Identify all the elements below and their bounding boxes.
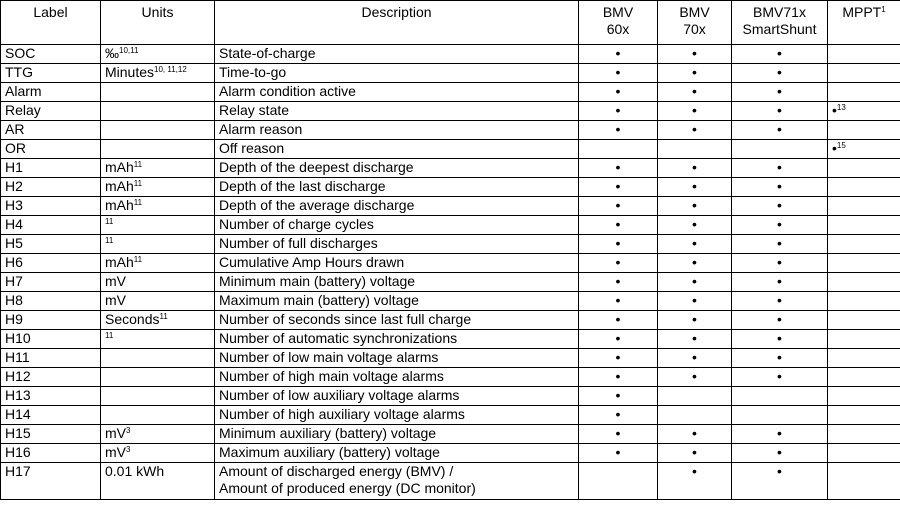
description-text: Maximum auxiliary (battery) voltage [219,444,440,460]
cell-mppt-support [828,311,900,330]
cell-label: H17 [1,463,101,500]
cell-mppt-support [828,254,900,273]
cell-mppt-support [828,292,900,311]
header-bmv71-line2: SmartShunt [742,21,817,37]
table-row [1,425,900,444]
cell-units [101,45,215,64]
description-text: Relay state [219,102,290,118]
cell-units [101,159,215,178]
cell-bmv70-support: • [658,45,732,64]
cell-bmv60-support: • [579,444,658,463]
cell-bmv70-support: • [658,444,732,463]
cell-label: H10 [1,330,101,349]
units-text: Seconds [105,311,160,327]
cell-label: OR [1,140,101,159]
units-footnote: 11 [159,312,168,321]
header-bmv70-line1: BMV [679,4,710,20]
cell-description [215,254,579,273]
cell-label: Relay [1,102,101,121]
cell-label: Alarm [1,83,101,102]
cell-units [101,178,215,197]
cell-mppt-support [828,273,900,292]
cell-units [101,387,215,406]
table-row [1,444,900,463]
cell-description [215,311,579,330]
table-row [1,45,900,64]
table-row [1,102,900,121]
cell-bmv71-support: • [732,121,828,140]
cell-bmv71-support: • [732,102,828,121]
header-bmv60-line2: 60x [606,21,630,37]
cell-bmv70-support: • [658,102,732,121]
cell-mppt-support [828,83,900,102]
units-text: mAh [105,254,134,270]
table-row [1,216,900,235]
table-row [1,311,900,330]
cell-description [215,463,579,500]
units-text: mV [105,273,126,289]
cell-units [101,197,215,216]
cell-bmv71-support: • [732,197,828,216]
cell-bmv70-support: • [658,159,732,178]
description-text: Number of automatic synchronizations [219,330,458,346]
cell-bmv70-support: • [658,178,732,197]
units-footnote: 10, 11,12 [154,65,187,74]
cell-bmv70-support: • [658,197,732,216]
description-text: Minimum main (battery) voltage [219,273,416,289]
cell-label: H14 [1,406,101,425]
cell-units [101,102,215,121]
cell-label: H12 [1,368,101,387]
cell-units [101,83,215,102]
cell-bmv71-support: • [732,216,828,235]
cell-label: H4 [1,216,101,235]
cell-units [101,444,215,463]
cell-bmv60-support: • [579,45,658,64]
cell-mppt-support [828,121,900,140]
units-footnote: 11 [133,160,143,169]
table-row [1,406,900,425]
cell-label: H2 [1,178,101,197]
cell-bmv70-support: • [658,349,732,368]
cell-units [101,235,215,254]
units-text: mV [105,292,126,308]
mppt-footnote: 13 [836,103,846,112]
cell-description [215,235,579,254]
description-text: Off reason [219,140,285,156]
cell-units [101,216,215,235]
units-footnote: 11 [105,236,114,245]
description-text-line2: Amount of produced energy (DC monitor) [219,480,476,496]
units-footnote: 10,11 [119,46,139,55]
description-text: Amount of discharged energy (BMV) / [219,463,454,479]
cell-bmv60-support: • [579,273,658,292]
table-row [1,83,900,102]
cell-bmv71-support: • [732,311,828,330]
cell-description [215,349,579,368]
cell-label: H7 [1,273,101,292]
header-row [1,1,900,45]
table-row [1,273,900,292]
cell-bmv60-support: • [579,330,658,349]
cell-units [101,349,215,368]
cell-description [215,216,579,235]
cell-description [215,406,579,425]
cell-bmv60-support: • [579,425,658,444]
table-row [1,254,900,273]
cell-mppt-support [828,463,900,500]
cell-bmv60-support [579,463,658,500]
units-text: mV [105,444,126,460]
header-mppt [828,1,900,45]
cell-description [215,197,579,216]
cell-bmv60-support: • [579,235,658,254]
header-bmv71-line1: BMV71x [753,4,806,20]
cell-mppt-support [828,349,900,368]
header-bmv70 [658,1,732,45]
cell-description [215,45,579,64]
cell-units [101,140,215,159]
cell-bmv70-support [658,406,732,425]
cell-bmv70-support: • [658,235,732,254]
cell-mppt-support [828,64,900,83]
cell-bmv71-support: • [732,463,828,500]
cell-bmv70-support: • [658,425,732,444]
cell-bmv71-support [732,406,828,425]
cell-units [101,64,215,83]
table-row [1,159,900,178]
cell-bmv70-support: • [658,330,732,349]
cell-bmv70-support: • [658,463,732,500]
cell-bmv71-support: • [732,254,828,273]
cell-label: H15 [1,425,101,444]
cell-bmv71-support: • [732,64,828,83]
description-text: Cumulative Amp Hours drawn [219,254,405,270]
units-text: mV [105,425,126,441]
cell-mppt-support [828,216,900,235]
units-footnote: 11 [133,255,143,264]
cell-description [215,330,579,349]
cell-bmv60-support: • [579,311,658,330]
cell-description [215,387,579,406]
mppt-bullet: • [832,102,837,118]
cell-bmv70-support [658,387,732,406]
cell-bmv60-support: • [579,121,658,140]
table-row [1,140,900,159]
table-row [1,292,900,311]
units-footnote: 3 [126,426,131,435]
cell-mppt-support [828,406,900,425]
cell-bmv71-support: • [732,83,828,102]
cell-description [215,159,579,178]
cell-description [215,425,579,444]
description-text: Maximum main (battery) voltage [219,292,419,308]
cell-bmv71-support: • [732,159,828,178]
cell-units [101,406,215,425]
cell-bmv60-support: • [579,178,658,197]
cell-bmv70-support: • [658,273,732,292]
cell-description [215,121,579,140]
cell-label: H9 [1,311,101,330]
units-footnote: 3 [126,445,131,454]
description-text: Minimum auxiliary (battery) voltage [219,425,437,441]
cell-mppt-support [828,387,900,406]
table-row [1,463,900,500]
cell-bmv71-support: • [732,273,828,292]
description-text: Alarm condition active [219,83,356,99]
cell-mppt-support [828,159,900,178]
mppt-footnote: 15 [836,141,846,150]
cell-label: H5 [1,235,101,254]
cell-bmv71-support: • [732,235,828,254]
units-footnote: 11 [133,179,143,188]
description-text: Number of high main voltage alarms [219,368,444,384]
mppt-bullet: • [832,140,837,156]
cell-bmv70-support: • [658,121,732,140]
cell-bmv60-support: • [579,368,658,387]
cell-label: H11 [1,349,101,368]
cell-bmv71-support: • [732,45,828,64]
table-row [1,197,900,216]
units-text: mAh [105,197,134,213]
cell-mppt-support [828,102,900,121]
cell-units [101,330,215,349]
description-text: Depth of the average discharge [219,197,415,213]
cell-bmv60-support [579,140,658,159]
description-text: Depth of the deepest discharge [219,159,414,175]
cell-mppt-support [828,444,900,463]
cell-bmv60-support: • [579,216,658,235]
cell-mppt-support [828,197,900,216]
units-text: Minutes [105,64,155,80]
cell-bmv70-support: • [658,83,732,102]
header-mppt-text: MPPT [842,4,882,20]
cell-bmv71-support: • [732,349,828,368]
cell-bmv70-support [658,140,732,159]
cell-units [101,311,215,330]
cell-bmv71-support: • [732,292,828,311]
cell-description [215,102,579,121]
cell-bmv70-support: • [658,64,732,83]
description-text: Number of high auxiliary voltage alarms [219,406,465,422]
cell-bmv71-support: • [732,178,828,197]
cell-units [101,292,215,311]
cell-units [101,425,215,444]
cell-mppt-support [828,235,900,254]
cell-bmv60-support: • [579,159,658,178]
header-bmv60-line1: BMV [602,4,634,20]
units-footnote: 11 [105,217,114,226]
cell-label: H1 [1,159,101,178]
description-text: Number of charge cycles [219,216,374,232]
cell-bmv60-support: • [579,197,658,216]
table-row [1,64,900,83]
cell-bmv71-support [732,140,828,159]
description-text: Number of low auxiliary voltage alarms [219,387,460,403]
cell-bmv71-support: • [732,425,828,444]
header-label: Label [1,1,101,45]
header-units: Units [101,1,215,45]
units-text: 0.01 kWh [105,463,165,479]
description-text: Number of low main voltage alarms [219,349,439,365]
table-row [1,330,900,349]
description-text: Time-to-go [219,64,287,80]
cell-bmv71-support: • [732,330,828,349]
cell-description [215,368,579,387]
description-text: Number of seconds since last full charge [219,311,472,327]
cell-bmv60-support: • [579,349,658,368]
cell-bmv71-support [732,387,828,406]
units-text: ‰ [105,45,119,61]
header-bmv70-line2: 70x [683,21,706,37]
cell-bmv60-support: • [579,387,658,406]
cell-bmv71-support: • [732,444,828,463]
units-text: mAh [105,178,134,194]
table-row [1,121,900,140]
cell-mppt-support [828,45,900,64]
cell-bmv71-support: • [732,368,828,387]
cell-mppt-support [828,140,900,159]
cell-description [215,292,579,311]
cell-bmv70-support: • [658,254,732,273]
cell-description [215,64,579,83]
cell-units [101,368,215,387]
cell-mppt-support [828,368,900,387]
description-text: State-of-charge [219,45,316,61]
description-text: Depth of the last discharge [219,178,386,194]
description-text: Alarm reason [219,121,303,137]
cell-label: AR [1,121,101,140]
cell-bmv60-support: • [579,254,658,273]
cell-bmv70-support: • [658,216,732,235]
cell-mppt-support [828,330,900,349]
cell-units [101,254,215,273]
cell-bmv60-support: • [579,406,658,425]
table-row [1,178,900,197]
header-bmv60 [579,1,658,45]
cell-bmv70-support: • [658,292,732,311]
cell-description [215,83,579,102]
cell-label: H6 [1,254,101,273]
cell-bmv60-support: • [579,292,658,311]
table-row [1,368,900,387]
cell-mppt-support [828,425,900,444]
header-description: Description [215,1,579,45]
cell-units [101,463,215,500]
cell-bmv70-support: • [658,311,732,330]
cell-description [215,444,579,463]
cell-label: SOC [1,45,101,64]
cell-label: H3 [1,197,101,216]
cell-label: H16 [1,444,101,463]
table-row [1,387,900,406]
cell-label: TTG [1,64,101,83]
cell-bmv70-support: • [658,368,732,387]
table-row [1,349,900,368]
table-row [1,235,900,254]
cell-description [215,178,579,197]
cell-label: H8 [1,292,101,311]
units-footnote: 11 [133,198,143,207]
cell-description [215,140,579,159]
cell-units [101,121,215,140]
description-text: Number of full discharges [219,235,378,251]
units-text: mAh [105,159,134,175]
cell-mppt-support [828,178,900,197]
cell-description [215,273,579,292]
units-footnote: 11 [105,331,114,340]
cell-label: H13 [1,387,101,406]
cell-bmv60-support: • [579,83,658,102]
cell-units [101,273,215,292]
cell-bmv60-support: • [579,102,658,121]
header-mppt-footnote: 1 [881,5,886,14]
header-bmv71 [732,1,828,45]
cell-bmv60-support: • [579,64,658,83]
